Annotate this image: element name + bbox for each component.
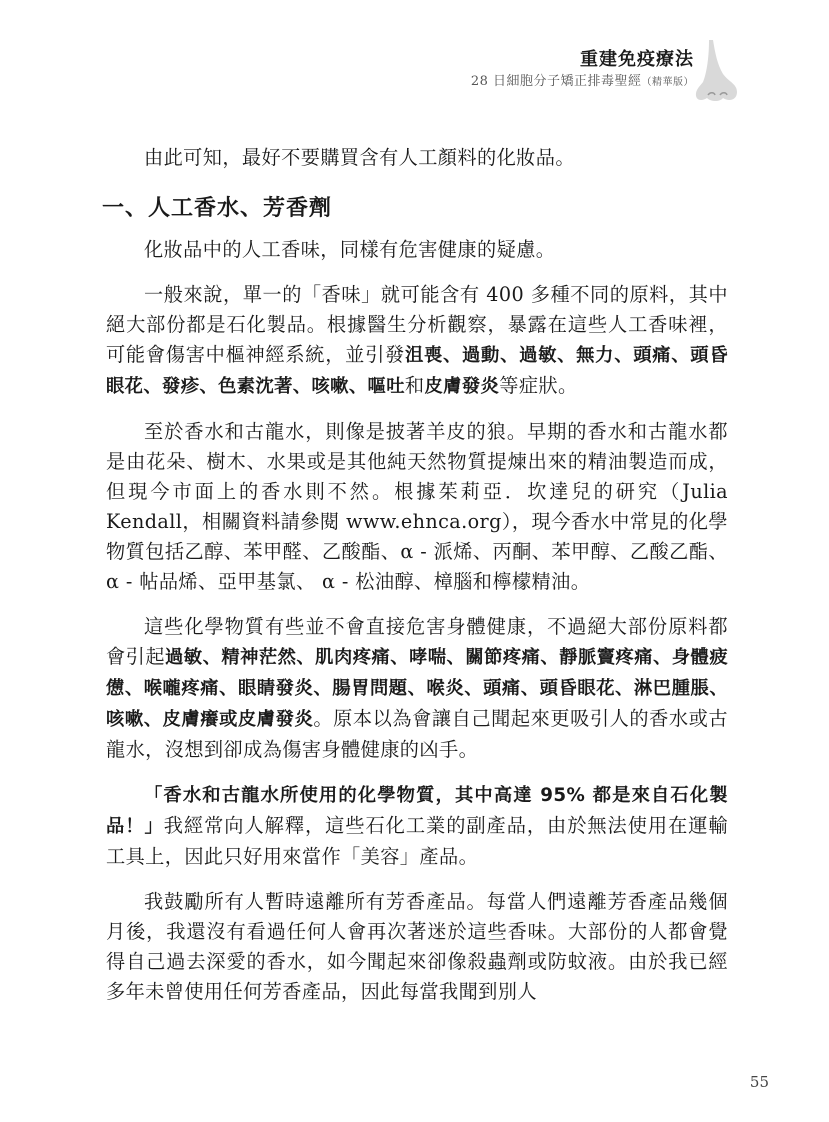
paragraph-3: 至於香水和古龍水，則像是披著羊皮的狼。早期的香水和古龍水都是由花朵、樹木、水果或是其他純天然物質提煉出來的精油製造而成，但現今市面上的香水則不然。根據茱莉亞．坎達兒的研究（Julia Kendall，相關資料請參閱 www.ehnca.org），現今香水中常見的化學物質包括乙醇、苯甲醛、乙酸酯、α - 派烯、丙酮、苯甲醇、乙酸乙酯、 α - 帖品烯、亞甲基氯、 α - 松油醇、樟腦和檸檬精油。: [106, 420, 728, 593]
paragraph-2: [106, 280, 728, 402]
book-subtitle: [471, 72, 694, 93]
paragraph-5-text: 我經常向人解釋，這些石化工業的副產品，由於無法使用在運輸工具上，因此只好用來當作「美容」產品。: [106, 814, 728, 868]
paragraph-5: [106, 780, 728, 872]
paragraph-6: 我鼓勵所有人暫時遠離所有芳香產品。每當人們遠離芳香產品幾個月後，我還沒有看過任何人會再次著迷於這些香味。大部份的人都會覺得自己過去深愛的香水，如今聞起來卻像殺蟲劑或防蚊液。由於我已經多年未曾使用任何芳香產品，因此每當我聞到別人: [106, 890, 728, 1003]
paragraph-5-bold-quote: 「香水和古龍水所使用的化學物質，其中高達 95% 都是來自石化製品！」: [106, 785, 728, 837]
paragraph-4-text-b: 。原本以為會讓自己聞起來更吸引人的香水或古龍水，沒想到卻成為傷害身體健康的凶手。: [106, 707, 728, 761]
paragraph-2-text-a: 一般來說，單一的「香味」就可能含有 400 多種不同的原料，其中絕大部份都是石化製品。根據醫生分析觀察，暴露在這些人工香味裡，可能會傷害中樞神經系統，並引發: [106, 283, 728, 366]
page-number: 55: [749, 1073, 769, 1091]
page-body: [102, 143, 729, 1022]
paragraph-2-text-c: 等症狀。: [499, 374, 578, 397]
section-heading: 一、人工香水、芳香劑: [102, 195, 333, 221]
book-subtitle-tag: （精華版）: [641, 77, 694, 88]
book-title: 重建免疫療法: [580, 49, 694, 70]
running-header: [471, 48, 694, 93]
paragraph-2-bold-a: 沮喪、過動、過敏、無力、頭痛、頭昏眼花、發疹、色素沈著、咳嗽、嘔吐: [106, 345, 729, 397]
paragraph-2-text-b: 和: [404, 374, 425, 397]
paragraph-1: 化妝品中的人工香味，同樣有危害健康的疑慮。: [144, 238, 556, 261]
nose-icon: [693, 38, 741, 106]
paragraph-4-bold: 過敏、精神茫然、肌肉疼痛、哮喘、關節疼痛、靜脈竇疼痛、身體疲憊、喉嚨疼痛、眼睛發炎、腸胃問題、喉炎、頭痛、頭昏眼花、淋巴腫脹、咳嗽、皮膚癢或皮膚發炎: [106, 647, 729, 730]
book-subtitle-text: 28 日細胞分子矯正排毒聖經: [470, 74, 642, 89]
paragraph-4: [106, 612, 728, 765]
paragraph-2-bold-b: 皮膚發炎: [424, 376, 500, 397]
paragraph-intro: 由此可知，最好不要購買含有人工顏料的化妝品。: [144, 146, 575, 169]
paragraph-4-text-a: 這些化學物質有些並不會直接危害身體健康，不過絕大部份原料都會引起: [106, 615, 728, 668]
